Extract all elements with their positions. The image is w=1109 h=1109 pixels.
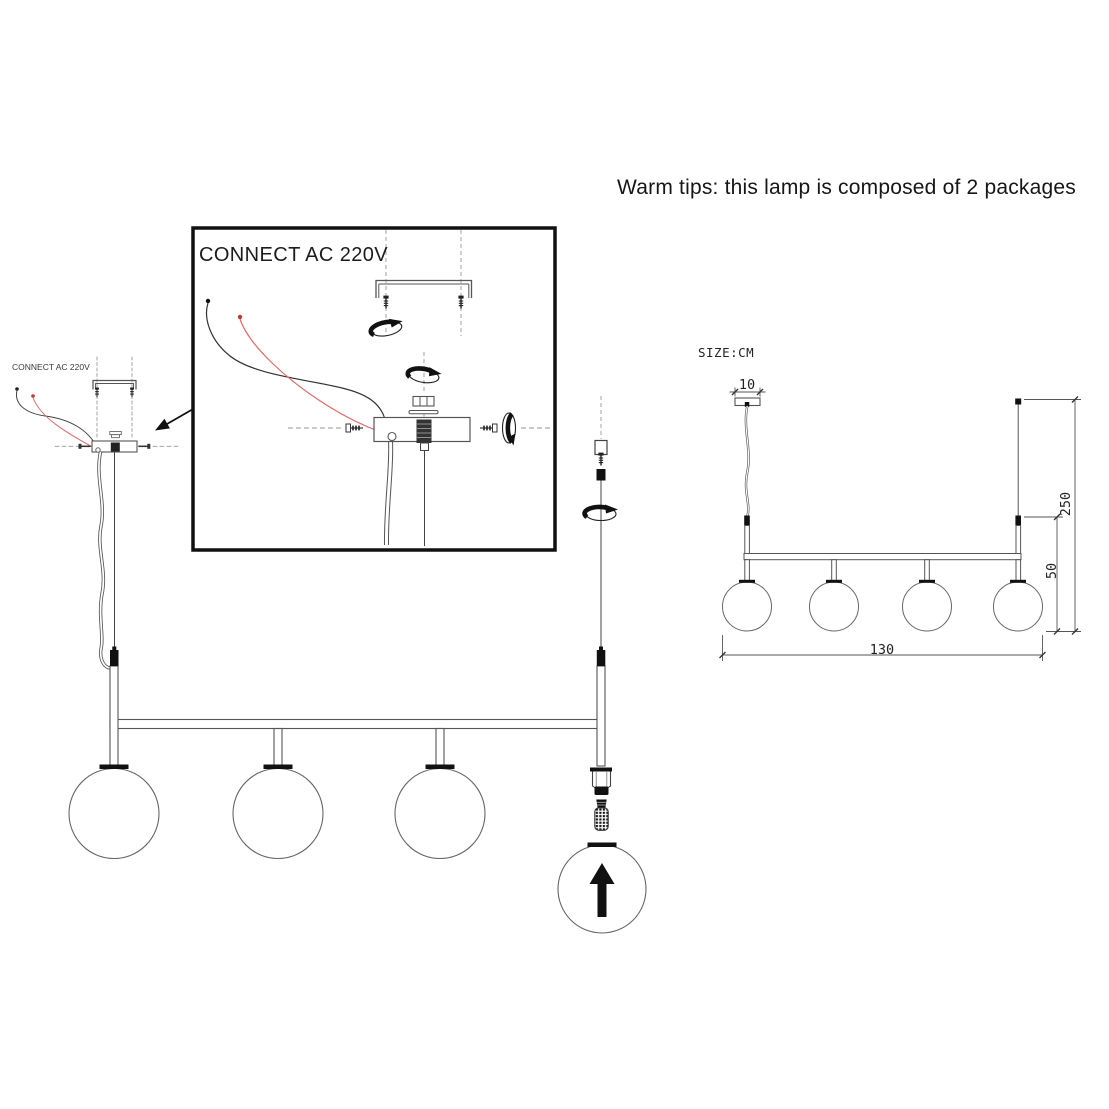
size-diagram — [720, 388, 1082, 662]
inset-title: CONNECT AC 220V — [199, 244, 389, 266]
nut-small — [110, 432, 122, 435]
globe-stem — [436, 729, 444, 767]
inset-border — [193, 228, 555, 550]
left-diagram-label: CONNECT AC 220V — [12, 362, 90, 372]
horizontal-bar — [110, 720, 604, 729]
dim-body-height: 50 — [1044, 562, 1060, 580]
globe-flange — [264, 765, 293, 770]
mounting-bracket-small — [93, 381, 136, 390]
led-corn-bulb — [595, 808, 608, 831]
glass-globe — [723, 582, 772, 631]
globe-flange — [588, 843, 617, 848]
connection-detail-inset — [193, 228, 555, 550]
left-rod — [110, 666, 118, 766]
screw-icon — [95, 388, 99, 397]
size-unit-label: SIZE:CM — [698, 345, 755, 360]
cord-nipple — [421, 443, 429, 451]
cord-grip — [417, 420, 432, 444]
dim-max-drop: 250 — [1058, 491, 1074, 517]
exploded-socket-and-bulb — [590, 768, 612, 831]
wire-junction — [388, 433, 396, 441]
right-rod — [597, 666, 605, 766]
rod-connector-left — [110, 650, 119, 666]
dim-canopy-width: 10 — [738, 377, 756, 393]
globe-insert-detail — [558, 843, 646, 934]
lock-nut — [413, 397, 434, 407]
glass-globe — [810, 582, 859, 631]
warm-tips-note: Warm tips: this lamp is composed of 2 packages — [617, 176, 1076, 199]
globe-stem — [274, 729, 282, 767]
wire-junction-small — [96, 448, 100, 452]
washer — [409, 411, 438, 414]
bulb-screw-base — [596, 800, 606, 808]
glass-globe — [903, 582, 952, 631]
screw-icon — [598, 453, 603, 466]
cord-grip-small — [111, 443, 120, 452]
callout-arrow-icon — [155, 409, 194, 431]
globe-flange — [100, 765, 129, 770]
supply-wires-small — [15, 387, 97, 449]
glass-globe — [233, 769, 323, 859]
ceiling-point — [1015, 399, 1021, 405]
glass-globe — [69, 769, 159, 859]
glass-globe — [994, 582, 1043, 631]
glass-globe — [395, 769, 485, 859]
globe-flange — [426, 765, 455, 770]
socket-flange — [590, 768, 612, 772]
ceiling-fixing-plate — [595, 441, 607, 455]
dim-bar-length: 130 — [869, 642, 895, 658]
socket-thread — [595, 787, 609, 796]
right-suspension-parts — [585, 396, 618, 650]
wire-grip — [597, 469, 606, 481]
bar-size-view — [744, 554, 1021, 560]
rod-connector-right — [597, 650, 606, 666]
screw-icon — [130, 388, 134, 397]
